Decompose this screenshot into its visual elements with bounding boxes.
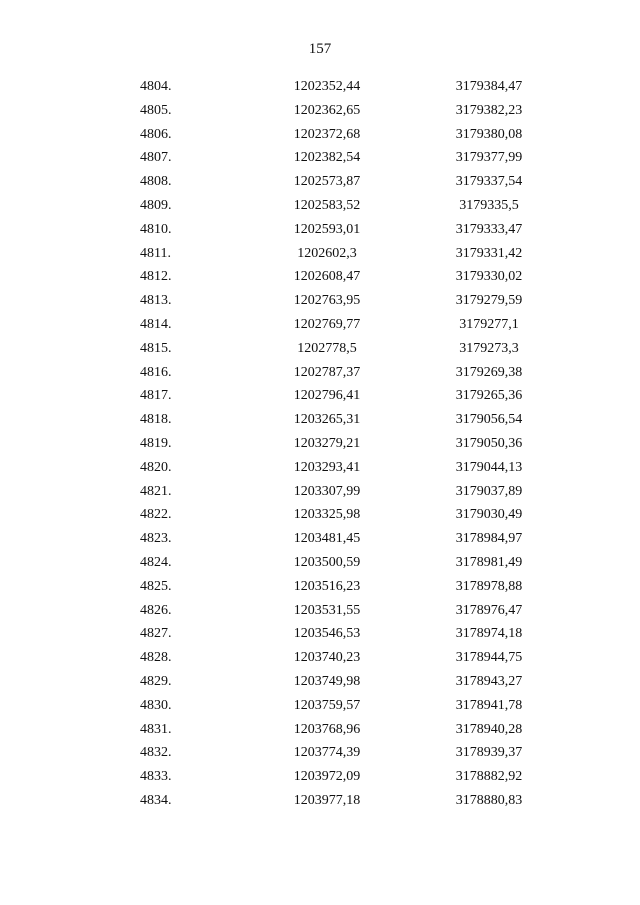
y-coordinate: 3178882,92 bbox=[455, 769, 523, 785]
table-row bbox=[0, 265, 640, 289]
y-coordinate: 3179265,36 bbox=[455, 388, 523, 404]
x-coordinate: 1202602,3 bbox=[297, 245, 357, 261]
y-coordinate: 3179279,59 bbox=[455, 293, 523, 309]
table-row bbox=[0, 646, 640, 670]
table-row bbox=[0, 361, 640, 385]
table-row bbox=[0, 408, 640, 432]
y-coordinate: 3178939,37 bbox=[455, 745, 523, 761]
point-number: 4822. bbox=[140, 507, 172, 523]
point-number: 4810. bbox=[140, 221, 172, 237]
point-number: 4807. bbox=[140, 150, 172, 166]
x-coordinate: 1202382,54 bbox=[293, 150, 361, 166]
x-coordinate: 1202573,87 bbox=[293, 174, 361, 190]
point-number: 4825. bbox=[140, 578, 172, 594]
x-coordinate: 1202352,44 bbox=[293, 79, 361, 94]
x-coordinate: 1203768,96 bbox=[293, 721, 361, 737]
y-coordinate: 3178944,75 bbox=[455, 650, 523, 666]
table-row bbox=[0, 575, 640, 599]
point-number: 4806. bbox=[140, 126, 172, 142]
table-row bbox=[0, 313, 640, 337]
x-coordinate: 1202763,95 bbox=[293, 293, 361, 309]
y-coordinate: 3178940,28 bbox=[455, 721, 523, 737]
y-coordinate: 3179277,1 bbox=[459, 316, 519, 332]
y-coordinate: 3179335,5 bbox=[459, 197, 519, 213]
table-row bbox=[0, 170, 640, 194]
table-row bbox=[0, 289, 640, 313]
y-coordinate: 3179037,89 bbox=[455, 483, 523, 499]
x-coordinate: 1203531,55 bbox=[293, 602, 361, 618]
table-row bbox=[0, 218, 640, 242]
x-coordinate: 1202787,37 bbox=[293, 364, 361, 380]
table-row bbox=[0, 194, 640, 218]
x-coordinate: 1203774,39 bbox=[293, 745, 361, 761]
point-number: 4812. bbox=[140, 269, 172, 285]
x-coordinate: 1203265,31 bbox=[293, 412, 361, 428]
y-coordinate: 3179050,36 bbox=[455, 435, 523, 451]
point-number: 4833. bbox=[140, 769, 172, 785]
y-coordinate: 3178984,97 bbox=[455, 531, 523, 547]
point-number: 4815. bbox=[140, 340, 172, 356]
y-coordinate: 3178978,88 bbox=[455, 578, 523, 594]
table-row bbox=[0, 551, 640, 575]
x-coordinate: 1203740,23 bbox=[293, 650, 361, 666]
y-coordinate: 3179056,54 bbox=[455, 412, 523, 428]
point-number: 4820. bbox=[140, 459, 172, 475]
point-number: 4818. bbox=[140, 412, 172, 428]
y-coordinate: 3178943,27 bbox=[455, 673, 523, 689]
x-coordinate: 1203481,45 bbox=[293, 531, 361, 547]
y-coordinate: 3179331,42 bbox=[455, 245, 523, 261]
y-coordinate: 3179337,54 bbox=[455, 174, 523, 190]
table-row bbox=[0, 599, 640, 623]
table-row bbox=[0, 480, 640, 504]
table-row bbox=[0, 718, 640, 742]
point-number: 4809. bbox=[140, 197, 172, 213]
x-coordinate: 1203749,98 bbox=[293, 673, 361, 689]
point-number: 4821. bbox=[140, 483, 172, 499]
point-number: 4826. bbox=[140, 602, 172, 618]
point-number: 4808. bbox=[140, 174, 172, 190]
table-row bbox=[0, 622, 640, 646]
point-number: 4829. bbox=[140, 673, 172, 689]
y-coordinate: 3179330,02 bbox=[455, 269, 523, 285]
table-row bbox=[0, 384, 640, 408]
y-coordinate: 3179030,49 bbox=[455, 507, 523, 523]
point-number: 4811. bbox=[140, 245, 171, 261]
x-coordinate: 1203500,59 bbox=[293, 554, 361, 570]
point-number: 4804. bbox=[140, 79, 172, 94]
y-coordinate: 3179380,08 bbox=[455, 126, 523, 142]
point-number: 4805. bbox=[140, 102, 172, 118]
point-number: 4834. bbox=[140, 792, 172, 808]
y-coordinate: 3179382,23 bbox=[455, 102, 523, 118]
point-number: 4828. bbox=[140, 650, 172, 666]
coordinates-table bbox=[0, 75, 640, 813]
point-number: 4832. bbox=[140, 745, 172, 761]
table-row bbox=[0, 527, 640, 551]
y-coordinate: 3179273,3 bbox=[459, 340, 519, 356]
table-row bbox=[0, 670, 640, 694]
y-coordinate: 3179333,47 bbox=[455, 221, 523, 237]
point-number: 4814. bbox=[140, 316, 172, 332]
point-number: 4817. bbox=[140, 388, 172, 404]
x-coordinate: 1203279,21 bbox=[293, 435, 361, 451]
table-row bbox=[0, 99, 640, 123]
point-number: 4824. bbox=[140, 554, 172, 570]
point-number: 4813. bbox=[140, 293, 172, 309]
y-coordinate: 3178976,47 bbox=[455, 602, 523, 618]
x-coordinate: 1203325,98 bbox=[293, 507, 361, 523]
x-coordinate: 1202778,5 bbox=[297, 340, 357, 356]
y-coordinate: 3179044,13 bbox=[455, 459, 523, 475]
x-coordinate: 1202362,65 bbox=[293, 102, 361, 118]
point-number: 4816. bbox=[140, 364, 172, 380]
x-coordinate: 1203546,53 bbox=[293, 626, 361, 642]
x-coordinate: 1202372,68 bbox=[293, 126, 361, 142]
table-row bbox=[0, 242, 640, 266]
table-row bbox=[0, 456, 640, 480]
table-row bbox=[0, 146, 640, 170]
table-row bbox=[0, 741, 640, 765]
point-number: 4827. bbox=[140, 626, 172, 642]
x-coordinate: 1203516,23 bbox=[293, 578, 361, 594]
point-number: 4831. bbox=[140, 721, 172, 737]
x-coordinate: 1203307,99 bbox=[293, 483, 361, 499]
x-coordinate: 1203972,09 bbox=[293, 769, 361, 785]
x-coordinate: 1202796,41 bbox=[293, 388, 361, 404]
point-number: 4819. bbox=[140, 435, 172, 451]
x-coordinate: 1202583,52 bbox=[293, 197, 361, 213]
point-number: 4830. bbox=[140, 697, 172, 713]
table-row bbox=[0, 694, 640, 718]
y-coordinate: 3179269,38 bbox=[455, 364, 523, 380]
table-row bbox=[0, 337, 640, 361]
y-coordinate: 3179377,99 bbox=[455, 150, 523, 166]
y-coordinate: 3178974,18 bbox=[455, 626, 523, 642]
x-coordinate: 1203759,57 bbox=[293, 697, 361, 713]
x-coordinate: 1202769,77 bbox=[293, 316, 361, 332]
y-coordinate: 3178880,83 bbox=[455, 792, 523, 808]
x-coordinate: 1203293,41 bbox=[293, 459, 361, 475]
table-row bbox=[0, 432, 640, 456]
y-coordinate: 3178981,49 bbox=[455, 554, 523, 570]
table-row bbox=[0, 123, 640, 147]
y-coordinate: 3178941,78 bbox=[455, 697, 523, 713]
table-row bbox=[0, 75, 640, 99]
table-row bbox=[0, 503, 640, 527]
point-number: 4823. bbox=[140, 531, 172, 547]
table-row bbox=[0, 765, 640, 789]
y-coordinate: 3179384,47 bbox=[455, 79, 523, 94]
page-number: 157 bbox=[308, 41, 332, 57]
x-coordinate: 1202593,01 bbox=[293, 221, 361, 237]
x-coordinate: 1202608,47 bbox=[293, 269, 361, 285]
table-row bbox=[0, 789, 640, 813]
x-coordinate: 1203977,18 bbox=[293, 792, 361, 808]
